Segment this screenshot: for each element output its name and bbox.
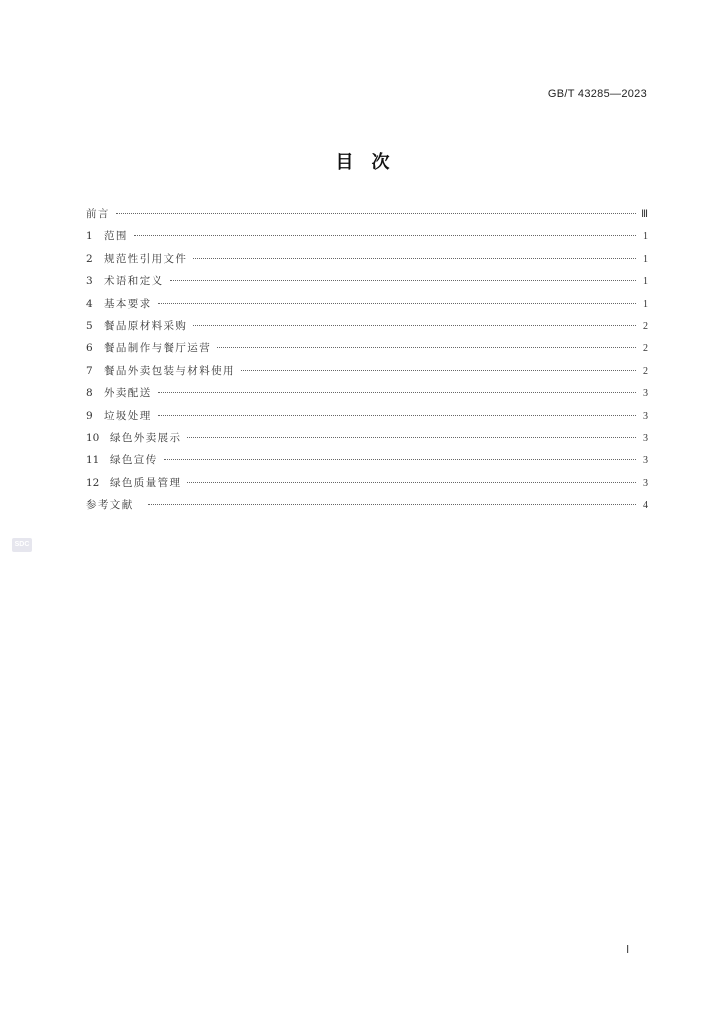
toc-entry-title: 绿色宣传 [110, 454, 158, 467]
toc-entry-preface[interactable] [86, 206, 648, 228]
toc-entry-title: 垃圾处理 [104, 409, 152, 422]
toc-entry-label [86, 430, 187, 445]
toc-entry-4[interactable] [86, 296, 648, 318]
toc-leader-dots [193, 257, 636, 259]
toc-entry-references[interactable] [86, 497, 648, 519]
toc-leader-dots [158, 302, 636, 304]
toc-entry-10[interactable] [86, 430, 648, 452]
toc-entry-page: 1 [643, 231, 648, 243]
toc-entry-9[interactable] [86, 408, 648, 430]
toc-entry-label [86, 475, 187, 490]
toc-entry-page: 3 [643, 410, 648, 422]
toc-entry-1[interactable] [86, 228, 648, 250]
toc-entry-page: 3 [643, 455, 648, 467]
toc-entry-page: 1 [643, 298, 648, 310]
toc-entry-number: 1 [86, 230, 93, 243]
page-title: 目 次 [335, 152, 390, 173]
table-of-contents [86, 206, 648, 519]
toc-entry-6[interactable] [86, 340, 648, 362]
toc-entry-number: 9 [86, 409, 93, 422]
toc-entry-title: 餐品原材料采购 [104, 319, 188, 332]
toc-entry-label [86, 385, 158, 400]
toc-entry-number: 8 [86, 387, 93, 400]
toc-entry-number: 3 [86, 275, 93, 288]
toc-entry-8[interactable] [86, 385, 648, 407]
toc-entry-page: Ⅲ [641, 209, 648, 220]
toc-entry-title: 参考文献 [86, 499, 134, 512]
toc-entry-page: 4 [643, 500, 648, 512]
toc-entry-title: 范围 [104, 230, 128, 243]
toc-entry-11[interactable] [86, 452, 648, 474]
toc-leader-dots [241, 369, 636, 371]
toc-leader-dots [158, 414, 636, 416]
toc-entry-7[interactable] [86, 363, 648, 385]
toc-entry-label [86, 206, 116, 221]
toc-entry-label [86, 408, 158, 423]
toc-leader-dots [148, 503, 636, 505]
toc-entry-title: 术语和定义 [104, 275, 164, 288]
sdc-watermark-logo: SDC [12, 538, 32, 552]
toc-entry-title: 前言 [86, 208, 110, 220]
toc-entry-number: 6 [86, 342, 93, 355]
toc-entry-title: 餐品制作与餐厅运营 [104, 342, 212, 355]
toc-entry-2[interactable] [86, 251, 648, 273]
toc-entry-label [86, 228, 134, 243]
toc-entry-label [86, 273, 170, 288]
toc-entry-page: 2 [643, 343, 648, 355]
toc-leader-dots [187, 481, 636, 483]
standard-code: GB/T 43285—2023 [547, 88, 647, 100]
toc-entry-page: 3 [643, 432, 648, 444]
toc-entry-3[interactable] [86, 273, 648, 295]
toc-entry-number: 4 [86, 297, 93, 310]
toc-entry-title: 绿色质量管理 [110, 476, 182, 489]
toc-entry-number: 5 [86, 319, 93, 332]
toc-entry-page: 1 [643, 253, 648, 265]
toc-entry-number: 10 [86, 431, 100, 444]
toc-entry-number: 7 [86, 364, 93, 377]
toc-entry-page: 2 [643, 365, 648, 377]
toc-entry-label [86, 251, 193, 266]
toc-entry-page: 2 [643, 320, 648, 332]
toc-leader-dots [116, 212, 636, 214]
toc-entry-number: 2 [86, 252, 93, 265]
toc-entry-number: 12 [86, 476, 100, 489]
toc-entry-label [86, 340, 217, 355]
toc-leader-dots [187, 436, 636, 438]
toc-leader-dots [193, 324, 636, 326]
toc-entry-page: 3 [643, 477, 648, 489]
toc-entry-label [86, 363, 241, 378]
toc-entry-label [86, 497, 148, 512]
toc-entry-5[interactable] [86, 318, 648, 340]
toc-entry-title: 基本要求 [104, 297, 152, 310]
toc-entry-number: 11 [86, 454, 100, 467]
toc-leader-dots [164, 458, 636, 460]
toc-entry-page: 3 [643, 388, 648, 400]
toc-leader-dots [134, 234, 636, 236]
toc-entry-title: 规范性引用文件 [104, 252, 188, 265]
toc-entry-title: 绿色外卖展示 [110, 431, 182, 444]
toc-entry-title: 外卖配送 [104, 387, 152, 400]
page-number: Ⅰ [626, 944, 630, 956]
toc-entry-12[interactable] [86, 475, 648, 497]
toc-entry-label [86, 318, 193, 333]
toc-entry-label [86, 452, 164, 467]
toc-leader-dots [170, 279, 637, 281]
toc-leader-dots [158, 391, 636, 393]
toc-entry-label [86, 296, 158, 311]
toc-leader-dots [217, 346, 636, 348]
toc-entry-page: 1 [643, 276, 648, 288]
toc-entry-title: 餐品外卖包装与材料使用 [104, 364, 235, 377]
